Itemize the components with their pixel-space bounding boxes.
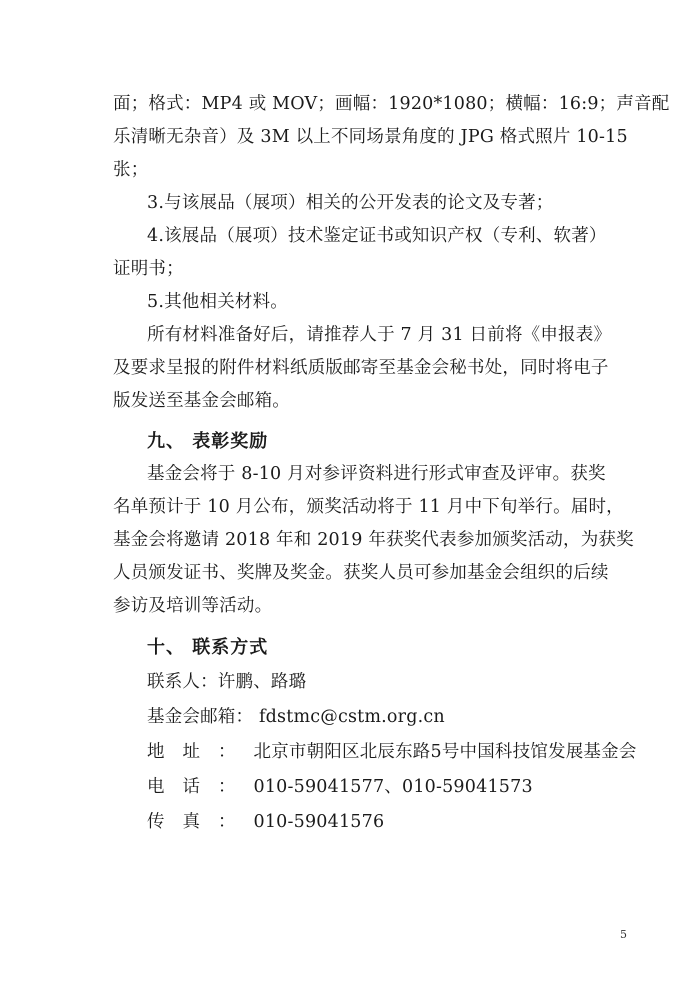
address-value: 北京市朝阳区北辰东路5号中国科技馆发展基金会 — [253, 742, 637, 762]
materials-section — [113, 88, 670, 418]
contact-email: 基金会邮箱： fdstmc@cstm.org.cn — [147, 707, 445, 727]
fax-value: 010-59041576 — [253, 812, 385, 832]
phone-value: 010-59041577、010-59041573 — [253, 777, 533, 797]
address-label: 地址： — [147, 742, 254, 762]
paragraph-line: 基金会将于 8-10 月对参评资料进行形式审查及评审。获奖 — [147, 464, 606, 484]
paragraph-line: 证明书； — [113, 259, 184, 279]
section-heading: 十、 联系方式 — [147, 637, 269, 658]
section-awards — [113, 425, 643, 623]
paragraph-line: 及要求呈报的附件材料纸质版邮寄至基金会秘书处，同时将电子 — [113, 358, 609, 378]
paragraph-line: 所有材料准备好后，请推荐人于 7 月 31 日前将《申报表》 — [147, 325, 612, 345]
paragraph-line: 人员颁发证书、奖牌及奖金。获奖人员可参加基金会组织的后续 — [113, 563, 609, 583]
paragraph-line: 参访及培训等活动。 — [113, 596, 273, 616]
contact-person: 联系人：许鹏、路璐 — [147, 672, 307, 692]
section-contact — [113, 630, 643, 840]
paragraph-line: 名单预计于 10 月公布，颁奖活动将于 11 月中下旬举行。届时， — [113, 497, 624, 517]
fax-label: 传真： — [147, 812, 254, 832]
list-item: 4.该展品（展项）技术鉴定证书或知识产权（专利、软著） — [147, 226, 607, 246]
paragraph-line: 乐清晰无杂音）及 3M 以上不同场景角度的 JPG 格式照片 10-15 — [113, 127, 628, 147]
phone-label: 电话： — [147, 777, 254, 797]
contact-phone — [113, 770, 643, 805]
paragraph-line: 面；格式：MP4 或 MOV；画幅：1920*1080；横幅：16:9；声音配 — [113, 94, 670, 114]
contact-address — [113, 735, 643, 770]
list-item: 3.与该展品（展项）相关的公开发表的论文及专著； — [147, 193, 554, 213]
section-heading: 九、 表彰奖励 — [147, 431, 269, 452]
page-number: 5 — [620, 928, 627, 941]
paragraph-line: 版发送至基金会邮箱。 — [113, 391, 290, 411]
list-item: 5.其他相关材料。 — [147, 292, 288, 312]
paragraph-line: 张； — [113, 160, 149, 180]
paragraph-line: 基金会将邀请 2018 年和 2019 年获奖代表参加颁奖活动，为获奖 — [113, 530, 634, 550]
contact-fax — [113, 805, 643, 840]
